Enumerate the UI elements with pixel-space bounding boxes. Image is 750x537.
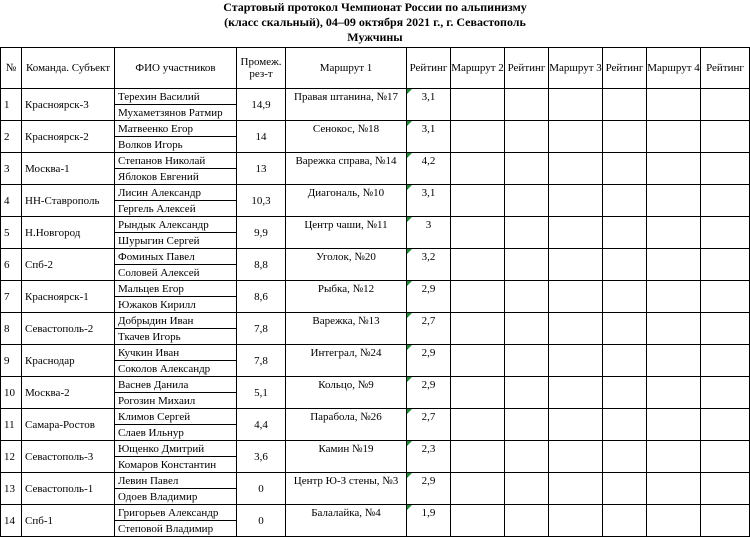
row-number: 3 xyxy=(1,153,22,185)
route1-name: Центр чаши, №11 xyxy=(286,217,407,249)
participant-name: Соловей Алексей xyxy=(115,265,237,281)
rating3-cell xyxy=(603,313,647,345)
rating4-cell xyxy=(701,409,750,441)
route3-cell xyxy=(549,313,603,345)
rating2-cell xyxy=(505,281,549,313)
rating3-cell xyxy=(603,153,647,185)
participant-name: Добрыдин Иван xyxy=(115,313,237,329)
rating3-cell xyxy=(603,185,647,217)
rating4-cell xyxy=(701,281,750,313)
rating4-cell xyxy=(701,505,750,537)
route3-cell xyxy=(549,409,603,441)
preliminary-result: 8,6 xyxy=(237,281,286,313)
route1-rating-value: 3 xyxy=(425,219,432,231)
route4-cell xyxy=(647,473,701,505)
team-name: Красноярск-1 xyxy=(22,281,115,313)
header-rating1: Рейтинг xyxy=(407,48,451,89)
route1-name: Варежка справа, №14 xyxy=(286,153,407,185)
participant-name: Ткачев Игорь xyxy=(115,329,237,345)
row-number: 9 xyxy=(1,345,22,377)
participant-name: Гергель Алексей xyxy=(115,201,237,217)
header-fio: ФИО участников xyxy=(115,48,237,89)
row-number: 8 xyxy=(1,313,22,345)
route4-cell xyxy=(647,249,701,281)
route1-rating xyxy=(407,313,451,345)
comment-marker-icon xyxy=(407,505,412,510)
route2-cell xyxy=(451,409,505,441)
route1-name: Балалайка, №4 xyxy=(286,505,407,537)
route2-cell xyxy=(451,473,505,505)
header-route3: Маршрут 3 xyxy=(549,48,603,89)
preliminary-result: 7,8 xyxy=(237,345,286,377)
table-row xyxy=(1,345,750,361)
route3-cell xyxy=(549,377,603,409)
participant-name: Степовой Владимир xyxy=(115,521,237,537)
route1-rating-value: 4,2 xyxy=(421,155,436,167)
document-subtitle: (класс скальный), 04–09 октября 2021 г., г. Севастополь xyxy=(224,15,526,29)
row-number: 4 xyxy=(1,185,22,217)
team-name: Красноярск-2 xyxy=(22,121,115,153)
route2-cell xyxy=(451,377,505,409)
comment-marker-icon xyxy=(407,409,412,414)
route4-cell xyxy=(647,89,701,121)
rating4-cell xyxy=(701,153,750,185)
route1-rating xyxy=(407,121,451,153)
participant-name: Ющенко Дмитрий xyxy=(115,441,237,457)
comment-marker-icon xyxy=(407,153,412,158)
route1-rating-value: 3,2 xyxy=(421,251,436,263)
route1-rating-value: 2,9 xyxy=(421,379,436,391)
participant-name: Яблоков Евгений xyxy=(115,169,237,185)
route1-rating-value: 3,1 xyxy=(421,187,436,199)
comment-marker-icon xyxy=(407,377,412,382)
preliminary-result: 4,4 xyxy=(237,409,286,441)
participant-name: Степанов Николай xyxy=(115,153,237,169)
rating4-cell xyxy=(701,345,750,377)
team-name: Севастополь-3 xyxy=(22,441,115,473)
route4-cell xyxy=(647,505,701,537)
team-name: Севастополь-2 xyxy=(22,313,115,345)
header-rating4: Рейтинг xyxy=(701,48,750,89)
header-route4: Маршрут 4 xyxy=(647,48,701,89)
row-number: 13 xyxy=(1,473,22,505)
table-row xyxy=(1,217,750,233)
route1-rating-value: 2,9 xyxy=(421,475,436,487)
route1-rating xyxy=(407,441,451,473)
rating2-cell xyxy=(505,409,549,441)
route1-rating-value: 2,7 xyxy=(421,411,436,423)
rating2-cell xyxy=(505,473,549,505)
comment-marker-icon xyxy=(407,217,412,222)
route3-cell xyxy=(549,185,603,217)
route1-rating xyxy=(407,409,451,441)
rating2-cell xyxy=(505,217,549,249)
route1-rating-value: 2,9 xyxy=(421,347,436,359)
category-title: Мужчины xyxy=(347,30,403,44)
comment-marker-icon xyxy=(407,121,412,126)
comment-marker-icon xyxy=(407,313,412,318)
route3-cell xyxy=(549,345,603,377)
preliminary-result: 9,9 xyxy=(237,217,286,249)
rating2-cell xyxy=(505,505,549,537)
route4-cell xyxy=(647,409,701,441)
route1-rating xyxy=(407,281,451,313)
participant-name: Кучкин Иван xyxy=(115,345,237,361)
rating4-cell xyxy=(701,249,750,281)
table-row xyxy=(1,441,750,457)
route1-rating-value: 1,9 xyxy=(421,507,436,519)
preliminary-result: 3,6 xyxy=(237,441,286,473)
comment-marker-icon xyxy=(407,185,412,190)
participant-name: Шурыгин Сергей xyxy=(115,233,237,249)
participant-name: Григорьев Александр xyxy=(115,505,237,521)
rating2-cell xyxy=(505,345,549,377)
route3-cell xyxy=(549,505,603,537)
route4-cell xyxy=(647,153,701,185)
rating3-cell xyxy=(603,473,647,505)
row-number: 11 xyxy=(1,409,22,441)
participant-name: Фоминых Павел xyxy=(115,249,237,265)
route1-rating xyxy=(407,89,451,121)
rating3-cell xyxy=(603,441,647,473)
route1-rating xyxy=(407,505,451,537)
route1-rating-value: 3,1 xyxy=(421,91,436,103)
route2-cell xyxy=(451,249,505,281)
route3-cell xyxy=(549,249,603,281)
row-number: 10 xyxy=(1,377,22,409)
route2-cell xyxy=(451,185,505,217)
route3-cell xyxy=(549,281,603,313)
route1-name: Интеграл, №24 xyxy=(286,345,407,377)
route1-name: Рыбка, №12 xyxy=(286,281,407,313)
team-name: НН-Ставрополь xyxy=(22,185,115,217)
preliminary-result: 5,1 xyxy=(237,377,286,409)
participant-name: Терехин Василий xyxy=(115,89,237,105)
route2-cell xyxy=(451,89,505,121)
header-route2: Маршрут 2 xyxy=(451,48,505,89)
table-row xyxy=(1,121,750,137)
route4-cell xyxy=(647,345,701,377)
participant-name: Мухаметзянов Ратмир xyxy=(115,105,237,121)
route1-rating xyxy=(407,217,451,249)
comment-marker-icon xyxy=(407,441,412,446)
participant-name: Соколов Александр xyxy=(115,361,237,377)
rating2-cell xyxy=(505,249,549,281)
rating2-cell xyxy=(505,89,549,121)
route1-name: Парабола, №26 xyxy=(286,409,407,441)
table-row xyxy=(1,89,750,105)
route3-cell xyxy=(549,473,603,505)
rating3-cell xyxy=(603,121,647,153)
route3-cell xyxy=(549,153,603,185)
route1-name: Центр Ю-З стены, №3 xyxy=(286,473,407,505)
route2-cell xyxy=(451,281,505,313)
table-row xyxy=(1,409,750,425)
route1-rating xyxy=(407,377,451,409)
comment-marker-icon xyxy=(407,281,412,286)
route3-cell xyxy=(549,121,603,153)
route3-cell xyxy=(549,441,603,473)
header-route1: Маршрут 1 xyxy=(286,48,407,89)
preliminary-result: 8,8 xyxy=(237,249,286,281)
participant-name: Южаков Кирилл xyxy=(115,297,237,313)
route1-rating xyxy=(407,473,451,505)
table-row xyxy=(1,313,750,329)
rating2-cell xyxy=(505,441,549,473)
start-protocol-table xyxy=(0,47,750,537)
header-rating2: Рейтинг xyxy=(505,48,549,89)
table-row xyxy=(1,249,750,265)
route2-cell xyxy=(451,345,505,377)
participant-name: Лисин Александр xyxy=(115,185,237,201)
route2-cell xyxy=(451,121,505,153)
row-number: 2 xyxy=(1,121,22,153)
row-number: 1 xyxy=(1,89,22,121)
header-num: № xyxy=(1,48,22,89)
participant-name: Волков Игорь xyxy=(115,137,237,153)
route1-rating xyxy=(407,249,451,281)
rating2-cell xyxy=(505,185,549,217)
participant-name: Рындык Александр xyxy=(115,217,237,233)
comment-marker-icon xyxy=(407,89,412,94)
route4-cell xyxy=(647,313,701,345)
rating4-cell xyxy=(701,313,750,345)
route2-cell xyxy=(451,153,505,185)
rating3-cell xyxy=(603,505,647,537)
rating3-cell xyxy=(603,217,647,249)
route1-rating-value: 2,7 xyxy=(421,315,436,327)
team-name: Спб-1 xyxy=(22,505,115,537)
route2-cell xyxy=(451,313,505,345)
route4-cell xyxy=(647,185,701,217)
preliminary-result: 13 xyxy=(237,153,286,185)
route1-rating-value: 2,3 xyxy=(421,443,436,455)
route4-cell xyxy=(647,121,701,153)
rating3-cell xyxy=(603,345,647,377)
rating3-cell xyxy=(603,281,647,313)
rating2-cell xyxy=(505,313,549,345)
document-title: Стартовый протокол Чемпионат России по альпинизму xyxy=(223,0,527,14)
participant-name: Матвеенко Егор xyxy=(115,121,237,137)
route4-cell xyxy=(647,217,701,249)
rating2-cell xyxy=(505,377,549,409)
table-row xyxy=(1,473,750,489)
route1-name: Камин №19 xyxy=(286,441,407,473)
route1-rating xyxy=(407,153,451,185)
table-row xyxy=(1,185,750,201)
table-row xyxy=(1,281,750,297)
comment-marker-icon xyxy=(407,345,412,350)
participant-name: Комаров Константин xyxy=(115,457,237,473)
participant-name: Слаев Ильнур xyxy=(115,425,237,441)
rating3-cell xyxy=(603,409,647,441)
rating4-cell xyxy=(701,121,750,153)
row-number: 14 xyxy=(1,505,22,537)
participant-name: Мальцев Егор xyxy=(115,281,237,297)
team-name: Н.Новгород xyxy=(22,217,115,249)
rating4-cell xyxy=(701,473,750,505)
team-name: Москва-2 xyxy=(22,377,115,409)
route4-cell xyxy=(647,281,701,313)
rating2-cell xyxy=(505,153,549,185)
header-prelim: Промеж. рез-т xyxy=(237,48,286,89)
rating4-cell xyxy=(701,217,750,249)
comment-marker-icon xyxy=(407,473,412,478)
route1-name: Сенокос, №18 xyxy=(286,121,407,153)
rating3-cell xyxy=(603,249,647,281)
participant-name: Рогозин Михаил xyxy=(115,393,237,409)
rating4-cell xyxy=(701,185,750,217)
route1-name: Правая штанина, №17 xyxy=(286,89,407,121)
team-name: Севастополь-1 xyxy=(22,473,115,505)
rating2-cell xyxy=(505,121,549,153)
route1-name: Кольцо, №9 xyxy=(286,377,407,409)
preliminary-result: 14,9 xyxy=(237,89,286,121)
route3-cell xyxy=(549,89,603,121)
team-name: Москва-1 xyxy=(22,153,115,185)
header-team: Команда. Субъект xyxy=(22,48,115,89)
row-number: 7 xyxy=(1,281,22,313)
preliminary-result: 10,3 xyxy=(237,185,286,217)
rating4-cell xyxy=(701,441,750,473)
route3-cell xyxy=(549,217,603,249)
route4-cell xyxy=(647,377,701,409)
route1-name: Диагональ, №10 xyxy=(286,185,407,217)
route2-cell xyxy=(451,505,505,537)
comment-marker-icon xyxy=(407,249,412,254)
route2-cell xyxy=(451,217,505,249)
preliminary-result: 7,8 xyxy=(237,313,286,345)
team-name: Самара-Ростов xyxy=(22,409,115,441)
table-row xyxy=(1,505,750,521)
route1-name: Варежка, №13 xyxy=(286,313,407,345)
row-number: 12 xyxy=(1,441,22,473)
route1-rating xyxy=(407,345,451,377)
header-row xyxy=(1,48,750,89)
preliminary-result: 0 xyxy=(237,505,286,537)
preliminary-result: 14 xyxy=(237,121,286,153)
team-name: Краснодар xyxy=(22,345,115,377)
rating4-cell xyxy=(701,377,750,409)
team-name: Красноярск-3 xyxy=(22,89,115,121)
header-rating3: Рейтинг xyxy=(603,48,647,89)
participant-name: Одоев Владимир xyxy=(115,489,237,505)
participant-name: Левин Павел xyxy=(115,473,237,489)
route1-rating xyxy=(407,185,451,217)
team-name: Спб-2 xyxy=(22,249,115,281)
rating3-cell xyxy=(603,89,647,121)
route1-rating-value: 2,9 xyxy=(421,283,436,295)
row-number: 5 xyxy=(1,217,22,249)
row-number: 6 xyxy=(1,249,22,281)
route1-rating-value: 3,1 xyxy=(421,123,436,135)
table-row xyxy=(1,377,750,393)
route4-cell xyxy=(647,441,701,473)
participant-name: Васнев Данила xyxy=(115,377,237,393)
route1-name: Уголок, №20 xyxy=(286,249,407,281)
rating3-cell xyxy=(603,377,647,409)
route2-cell xyxy=(451,441,505,473)
preliminary-result: 0 xyxy=(237,473,286,505)
rating4-cell xyxy=(701,89,750,121)
table-row xyxy=(1,153,750,169)
participant-name: Климов Сергей xyxy=(115,409,237,425)
